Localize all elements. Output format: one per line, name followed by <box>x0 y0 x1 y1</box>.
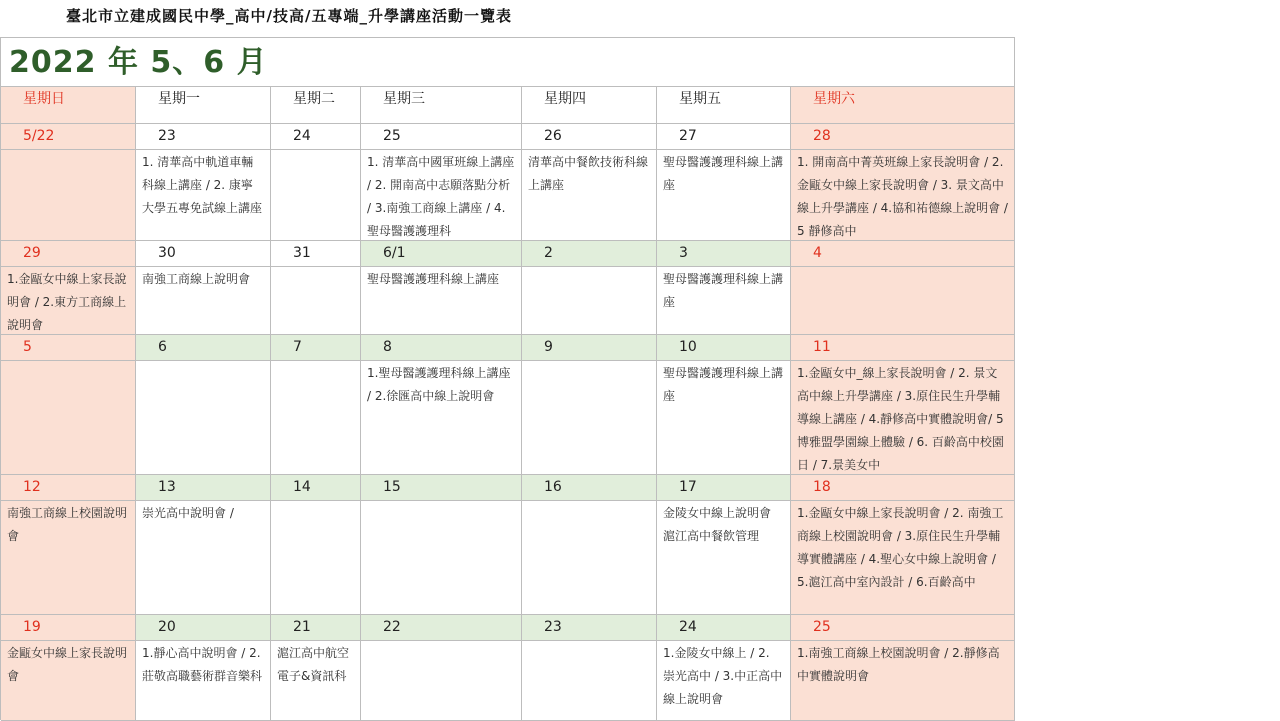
date-cell: 16 <box>522 475 657 501</box>
event-cell <box>136 361 271 475</box>
date-cell: 23 <box>136 124 271 150</box>
event-cell: 1. 清華高中軌道車輛科線上講座 / 2. 康寧大學五專免試線上講座 <box>136 150 271 241</box>
date-cell: 14 <box>271 475 361 501</box>
event-cell <box>271 150 361 241</box>
month-title: 2022 年 5、6 月 <box>1 38 1015 87</box>
event-cell: 1. 清華高中國軍班線上講座 / 2. 開南高中志願落點分析 / 3.南強工商線上講座 / 4.聖母醫護護理科 <box>361 150 522 241</box>
date-cell: 7 <box>271 335 361 361</box>
date-cell: 19 <box>1 615 136 641</box>
event-cell: 1.聖母醫護護理科線上講座 / 2.徐匯高中線上說明會 <box>361 361 522 475</box>
date-cell: 12 <box>1 475 136 501</box>
date-cell: 6/1 <box>361 241 522 267</box>
date-cell: 6 <box>136 335 271 361</box>
date-cell: 11 <box>791 335 1015 361</box>
event-cell: 聖母醫護護理科線上講座 <box>657 267 791 335</box>
date-cell: 31 <box>271 241 361 267</box>
date-cell: 5/22 <box>1 124 136 150</box>
date-cell: 27 <box>657 124 791 150</box>
event-cell: 清華高中餐飲技術科線上講座 <box>522 150 657 241</box>
date-cell: 4 <box>791 241 1015 267</box>
date-cell: 8 <box>361 335 522 361</box>
date-cell: 18 <box>791 475 1015 501</box>
date-cell: 30 <box>136 241 271 267</box>
event-cell <box>361 641 522 721</box>
event-cell: 金甌女中線上家長說明會 <box>1 641 136 721</box>
date-cell: 23 <box>522 615 657 641</box>
weekday-header: 星期日 <box>1 87 136 124</box>
date-cell: 28 <box>791 124 1015 150</box>
weekday-header: 星期一 <box>136 87 271 124</box>
date-cell: 24 <box>271 124 361 150</box>
date-cell: 17 <box>657 475 791 501</box>
event-cell <box>522 267 657 335</box>
date-cell: 24 <box>657 615 791 641</box>
event-cell: 聖母醫護護理科線上講座 <box>657 361 791 475</box>
event-cell: 1.金甌女中線上家長說明會 / 2. 南強工商線上校園說明會 / 3.原住民生升學輔導實體講座 / 4.聖心女中線上說明會 / 5.滬江高中室內設計 / 6.百齡高中 <box>791 501 1015 615</box>
date-cell: 3 <box>657 241 791 267</box>
event-cell: 1.金甌女中_線上家長說明會 / 2. 景文高中線上升學講座 / 3.原住民生升學輔導線上講座 / 4.靜修高中實體說明會/ 5 博雅盟學園線上體驗 / 6. 百齡高中校園日 / 7.景美女中 <box>791 361 1015 475</box>
weekday-header: 星期三 <box>361 87 522 124</box>
date-cell: 5 <box>1 335 136 361</box>
event-cell <box>271 501 361 615</box>
date-cell: 25 <box>791 615 1015 641</box>
event-cell: 聖母醫護護理科線上講座 <box>361 267 522 335</box>
event-cell: 聖母醫護護理科線上講座 <box>657 150 791 241</box>
event-cell: 滬江高中航空電子&資訊科 <box>271 641 361 721</box>
event-cell: 1.南強工商線上校園說明會 / 2.靜修高中實體說明會 <box>791 641 1015 721</box>
event-cell: 1. 開南高中菁英班線上家長說明會 / 2. 金甌女中線上家長說明會 / 3. 景文高中線上升學講座 / 4.協和祐德線上說明會 / 5 靜修高中 <box>791 150 1015 241</box>
weekday-header: 星期四 <box>522 87 657 124</box>
document-title: 臺北市立建成國民中學_高中/技高/五專端_升學講座活動一覽表 <box>66 7 512 25</box>
weekday-header: 星期五 <box>657 87 791 124</box>
event-cell: 1.靜心高中說明會 / 2.莊敬高職藝術群音樂科 <box>136 641 271 721</box>
date-cell: 26 <box>522 124 657 150</box>
event-cell <box>1 150 136 241</box>
event-cell <box>522 361 657 475</box>
event-cell <box>271 267 361 335</box>
event-cell <box>522 501 657 615</box>
date-cell: 13 <box>136 475 271 501</box>
date-cell: 2 <box>522 241 657 267</box>
calendar-table <box>0 37 1015 720</box>
date-cell: 9 <box>522 335 657 361</box>
event-cell <box>522 641 657 721</box>
event-cell: 南強工商線上校園說明會 <box>1 501 136 615</box>
date-cell: 25 <box>361 124 522 150</box>
event-cell: 1.金陵女中線上 / 2. 崇光高中 / 3.中正高中線上說明會 <box>657 641 791 721</box>
event-cell: 崇光高中說明會 / <box>136 501 271 615</box>
event-cell <box>791 267 1015 335</box>
date-cell: 15 <box>361 475 522 501</box>
event-cell <box>361 501 522 615</box>
date-cell: 10 <box>657 335 791 361</box>
event-cell <box>1 361 136 475</box>
date-cell: 22 <box>361 615 522 641</box>
event-cell <box>271 361 361 475</box>
weekday-header: 星期二 <box>271 87 361 124</box>
date-cell: 29 <box>1 241 136 267</box>
event-cell: 金陵女中線上說明會 滬江高中餐飲管理 <box>657 501 791 615</box>
event-cell: 南強工商線上說明會 <box>136 267 271 335</box>
date-cell: 21 <box>271 615 361 641</box>
event-cell: 1.金甌女中線上家長說明會 / 2.東方工商線上說明會 <box>1 267 136 335</box>
date-cell: 20 <box>136 615 271 641</box>
weekday-header: 星期六 <box>791 87 1015 124</box>
